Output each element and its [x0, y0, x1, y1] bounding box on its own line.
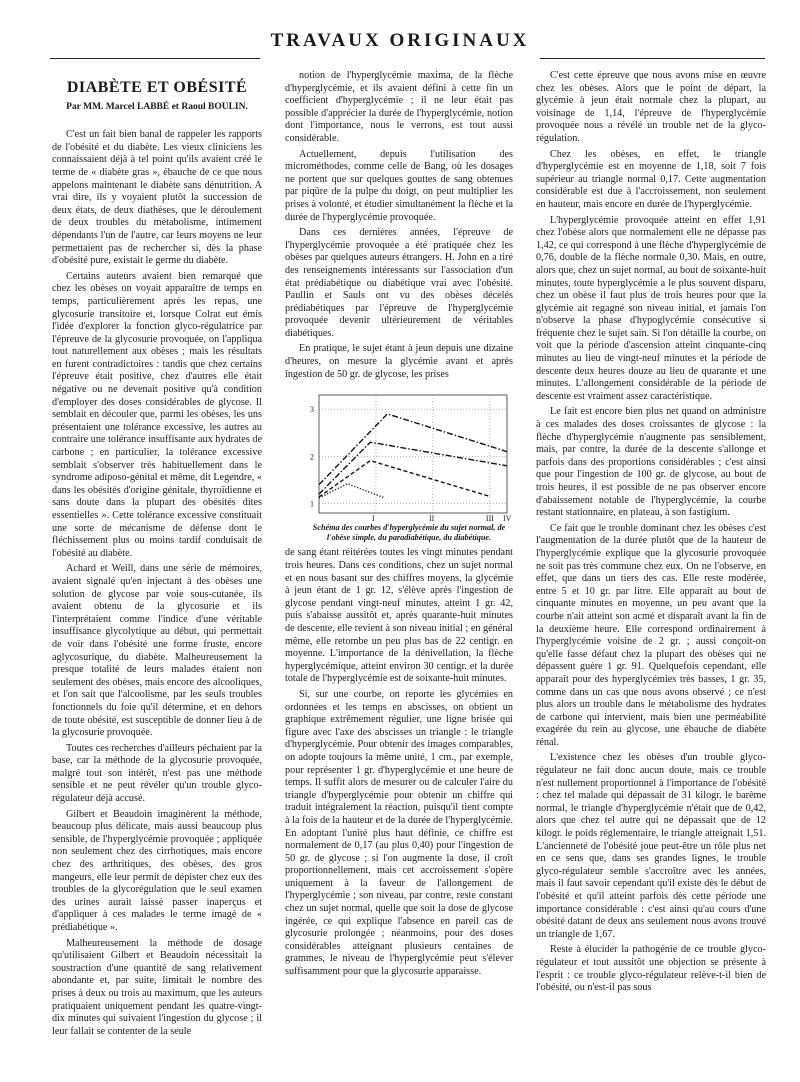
paragraph: Toutes ces recherches d'ailleurs péchaient par la base, car la méthode de la glycosurie provoquée, malgré tout son intérêt, n'est pas une méthode sensible et ne peut révéler qu'un trouble glyco-régulateur déjà accusé. — [52, 742, 262, 805]
paragraph: En pratique, le sujet étant à jeun depuis une dizaine d'heures, on mesure la glycémie avant et après ingestion de 50 gr. de glycose, les prises — [285, 343, 513, 380]
y-tick-label: 3 — [310, 405, 314, 415]
column-left — [52, 70, 262, 1038]
section-header: TRAVAUX ORIGINAUX — [270, 30, 530, 51]
hyperglycemia-figure — [303, 385, 515, 542]
hyperglycemia-chart — [303, 385, 515, 521]
paragraph: Chez les obèses, en effet, le triangle d'hyperglycémie est en moyenne de 1,18, soit 7 fois supérieur au triangle normal 0,17. Cette augmentation considérable est due à l'accroissement, non seulement en hauteur, mais encore en durée de l'hyperglycémie. — [536, 148, 766, 210]
paragraph: notion de l'hyperglycémie maxima, de la flèche d'hyperglycémie, et ils avaient défini à cette fin un coefficient d'hyperglycémie ; il ne leur était pas possible d'apprécier la durée de l'hyperglycémie, notion dont l'importance, nous le verrons, est tout aussi considérable. — [285, 70, 513, 144]
paragraph: Le fait est encore bien plus net quand on administre à ces malades des doses croissantes de glycose : la flèche d'hyperglycémie n'augmente pas sensiblement, mais, par contre, la durée de la descente s'allonge et parfois dans des proportions considérables ; c'est ainsi que pour l'ingestion de 100 gr. de glycose, au bout de trois heures, il est possible de ne pas observer encore d'abaissement notable de l'hyperglycémie, la courbe restant stationnaire, en plateau, à son fastigium. — [536, 406, 766, 519]
y-tick-label: 1 — [310, 499, 314, 509]
curve-sujet-normal — [319, 484, 385, 498]
paragraph: Actuellement, depuis l'utilisation des microméthodes, comme celle de Bang, où les dosages ne portent que sur quelques gouttes de sang obtenues par piqûre de la pulpe du doigt, on peut multiplier les prises à volonté, et étudier simultanément la flèche et la durée de l'hyperglycémie provoquée. — [285, 148, 513, 223]
paragraph: Ce fait que le trouble dominant chez les obèses c'est l'augmentation de la durée plutôt que de la hauteur de l'hyperglycémie explique que la glycosurie provoquée ne soit pas très commune chez eux. On ne l'observe, en effet, que dans un tiers des cas. Elle reste modérée, entre 5 et 10 gr. par litre. Elle apparaît au bout de cinquante minutes en moyenne, un peu avant que la courbe n'ait atteint son acmé et disparaît avant la fin de la deuxième heure. Elle correspond ordinairement à l'hyperglycémie voisine de 2 gr. ; aussi conçoit-on qu'elle fasse défaut chez la plupart des obèses qui ne dépassent guère 1 gr. 91. Quelquefois cependant, elle apparaît pour des hyperglycémies très basses, 1 gr. 35, comme dans un cas que nous avons observé ; ce n'est plus alors un trouble dans le métabolisme des hydrates de carbone qui intervient, mais bien une perméabilité exagérée du rein au glycose, une ébauche de diabète rénal. — [536, 522, 766, 748]
paragraph: Dans ces dernières années, l'épreuve de l'hyperglycémie provoquée a été pratiquée chez les obèses par quelques auteurs étrangers. H. John en a tiré des renseignements intéressants sur l'association d'un état prédiabétique ou diabétique vrai avec l'obésité. Paullin et Sauls ont vu des obèses décelés prédiabétiques par l'épreuve de l'hyperglycémie provoquée devenir ultérieurement de véritables diabétiques. — [285, 227, 513, 339]
column-right — [536, 70, 766, 995]
paragraph: Certains auteurs avaient bien remarqué que chez les obèses on voyait apparaître de temps en temps, particulièrement après les repas, une glycosurie transitoire et, lorsque Colrat eut émis l'idée d'explorer la fonction glyco-régulatrice par l'épreuve de la glycosurie provoquée, on l'appliqua tout naturellement aux obèses ; mais les résultats en furent contradictoires : tandis que chez certains l'épreuve était positive, chez d'autres elle était négative ou ne devenait positive qu'à condition d'employer des doses considérables de glycose. Il semblait en découler que, parmi les obèses, les uns présentaient une tolérance excessive, les autres au contraire une tolérance insuffisante aux hydrates de carbone ; en particulier, la tolérance excessive semblait s'observer très habituellement dans le syndrome adiposo-génital et même, dit Legendre, « dans les obésités d'origine génitale, thyroïdienne et sans doute dans la plupart des obésités dites essentielles ». Cette tolérance excessive constituait une sorte de mécanisme de défense dont le fléchissement plus ou moins tardif conduisait de l'obésité au diabète. — [52, 270, 262, 559]
y-tick-label: 2 — [310, 452, 314, 462]
article-title: DIABÈTE ET OBÉSITÉ — [66, 79, 248, 96]
paragraph: Reste à élucider la pathogénie de ce trouble glyco-régulateur et tout aussitôt une objection se présente à l'esprit : ce trouble glyco-régulateur relève-t-il bien de l'obésité, ou n'est-il pas sous — [536, 944, 766, 994]
paragraph: Gilbert et Beaudoin imaginèrent la méthode, beaucoup plus délicate, mais aussi beaucoup plus sensible, de l'hyperglycémie provoquée ; appliquée non seulement chez des cirrhotiques, mais encore chez des arthritiques, des obèses, des gros mangeurs, elle leur permit de dépister chez eux des troubles de la glycorégulation que le seul examen des urines aurait laissé passer inaperçus et d'appliquer à ces malades le terme imagé de « prédiabétique ». — [52, 808, 262, 933]
paragraph: C'est cette épreuve que nous avons mise en œuvre chez les obèses. Alors que le point de départ, la glycémie à jeun était normale chez la plupart, au voisinage de 1,14, l'épreuve de l'hyperglycémie provoquée nous a révélé un trouble net de la glyco-régulation. — [536, 70, 766, 144]
paragraph: L'existence chez les obèses d'un trouble glyco-régulateur ne fait donc aucun doute, mais ce trouble n'est nullement proportionnel à l'importance de l'obésité : chez tel malade qui dépassait de 31 kilogr. le barème normal, le triangle d'hyperglycémie n'était que de 0,42, alors que chez tel autre qui ne dépassait que de 12 kilogr. le poids réglementaire, le triangle atteignait 1,51. L'ancienneté de l'obésité joue peut-être un rôle plus net en ce sens que, dans ses grandes lignes, le trouble glyco-régulateur semble s'accroître avec les années, mais il faut savoir cependant qu'il existe dès le début de l'obésité et qu'il atteint parfois dès cette période une importance considérable : c'est ainsi qu'au cours d'une obésité datant de deux ans seulement nous avons trouvé un triangle de 1,67. — [536, 752, 766, 940]
x-tick-label: IV — [503, 514, 512, 522]
curve-obèse-simple — [319, 461, 490, 497]
column-middle — [285, 70, 513, 979]
paragraph: L'hyperglycémie provoquée atteint en effet 1,91 chez l'obèse alors que normalement elle ne dépasse pas 1,42, ce qui correspond à une flèche d'hyperglycémie de 0,76, double de la flèche normale 0,30. Mais, en outre, alors que, chez un sujet normal, au bout de soixante-huit minutes, toute hyperglycémie a le plus souvent disparu, chez un obèse il faut plus de trois heures pour que la glycémie ait regagné son niveau initial, et jamais l'on n'observe la phase d'hypoglycémie consécutive si fréquente chez le sujet sain. Si l'on détaille la courbe, on voit que la période d'ascension atteint cinquante-cinq minutes au lieu de vingt-neuf minutes et la période de descente deux heures douze au lieu de quarante et une minutes. L'allongement considérable de la période de descente est vraiment assez caractéristique. — [536, 214, 767, 402]
figure-caption: Schéma des courbes d'hyperglycémie du sujet normal, de l'obèse simple, du paradiabétique, du diabétique. — [312, 523, 506, 542]
article-authors: Par MM. Marcel LABBÉ et Raoul BOULIN. — [66, 101, 248, 112]
paragraph: C'est un fait bien banal de rappeler les rapports de l'obésité et du diabète. Les vieux cliniciens les connaissaient déjà à tel point qu'ils avaient créé le terme de « diabète gras », ébauche de ce que nous appelons maintenant le diabète sans dénutrition. A vrai dire, ils y voyaient plutôt la succession de deux états, de deux diathèses, que le déroulement de deux troubles du métabolisme, intimement dépendants l'un de l'autre, car leurs moyens ne leur permettaient pas de rechercher si, dès la phase d'obésité pure, existait le germe du diabète. — [52, 129, 262, 267]
x-tick-label: I — [371, 514, 375, 522]
paragraph: Malheureusement la méthode de dosage qu'utilisaient Gilbert et Beaudoin nécessitait la soustraction d'une quantité de sang relativement abondante et, par suite, limitait le nombre des prises à deux ou trois au maximum, que les auteurs pratiquaient uniquement pendant les quatre-vingt-dix minutes qui suivaient l'ingestion du glycose ; il leur fallait se contenter de la seule — [52, 937, 262, 1037]
chart-frame — [319, 395, 507, 513]
header-rule-left — [50, 58, 260, 59]
header-rule-right — [540, 58, 765, 59]
curve-paradiabétique — [319, 442, 507, 494]
x-tick-label: II — [428, 514, 435, 522]
x-tick-label: III — [485, 514, 494, 522]
paragraph: Si, sur une courbe, on reporte les glycémies en ordonnées et les temps en abscisses, on obtient un graphique extrêmement régulier, une ligne brisée qui figure avec l'axe des abscisses un triangle : le triangle d'hyperglycémie. Pour obtenir des images comparables, on adopte toujours la même unité, 1 cm., par exemple, pour représenter 1 gr. d'hyperglycémie et une heure de temps. Il suffit alors de mesurer ou de calculer l'aire du triangle d'hyperglycémie pour obtenir un chiffre qui traduit intégralement la réaction, puisqu'il tient compte à la fois de la hauteur et de la durée de l'hyperglycémie. En adoptant l'unité plus haut définie, ce chiffre est normalement de 0,17 (au plus 0,40) pour l'ingestion de 50 gr. de glycose ; si l'on augmente la dose, il croît proportionnellement, mais cet accroissement s'opère uniquement à la faveur de l'allongement de l'hyperglycémie ; son niveau, par contre, reste constant chez un sujet normal, quelle que soit la dose de glycose ingérée, ce qui explique l'absence en pareil cas de glycosurie prolongée ; néanmoins, pour des doses considérables atteignant plusieurs centaines de grammes, le niveau de l'hyperglycémie peut s'élever suffisamment pour que la glycosurie apparaisse. — [285, 688, 513, 978]
paragraph: de sang étant réitérées toutes les vingt minutes pendant trois heures. Dans ces conditions, chez un sujet normal et en nous basant sur des chiffres moyens, la glycémie à jeun étant de 1 gr. 12, s'élève après l'ingestion de glycose pendant vingt-neuf minutes, atteint 1 gr. 42, puis s'abaisse aussitôt et, après quarante-huit minutes de descente, elle revient à son niveau initial ; en général même, elle retombe un peu plus bas de 22 centigr. en moyenne. L'importance de la dénivellation, la flèche hyperglycémique, atteint environ 30 centigr. et la durée totale de l'hyperglycémie est de soixante-huit minutes. — [285, 547, 513, 685]
paragraph: Achard et Weill, dans une série de mémoires, avaient signalé qu'en injectant à des obèses une solution de glycose par voie sous-cutanée, ils avaient obtenu de la glycosurie et ils l'interprétaient comme l'indice d'une véritable insuffisance glycolytique au début, qui permettait de voir dans l'obésité une forme fruste, encore aglycosurique, du diabète. Malheureusement la presque totalité de leurs malades étaient non seulement des obèses, mais encore des alcooliques, et l'on sait que l'alcoolisme, par les seuls troubles fonctionnels du foie qu'il détermine, et en dehors de toute obésité, est susceptible de donner lieu à de la glycosurie provoquée. — [52, 563, 262, 739]
